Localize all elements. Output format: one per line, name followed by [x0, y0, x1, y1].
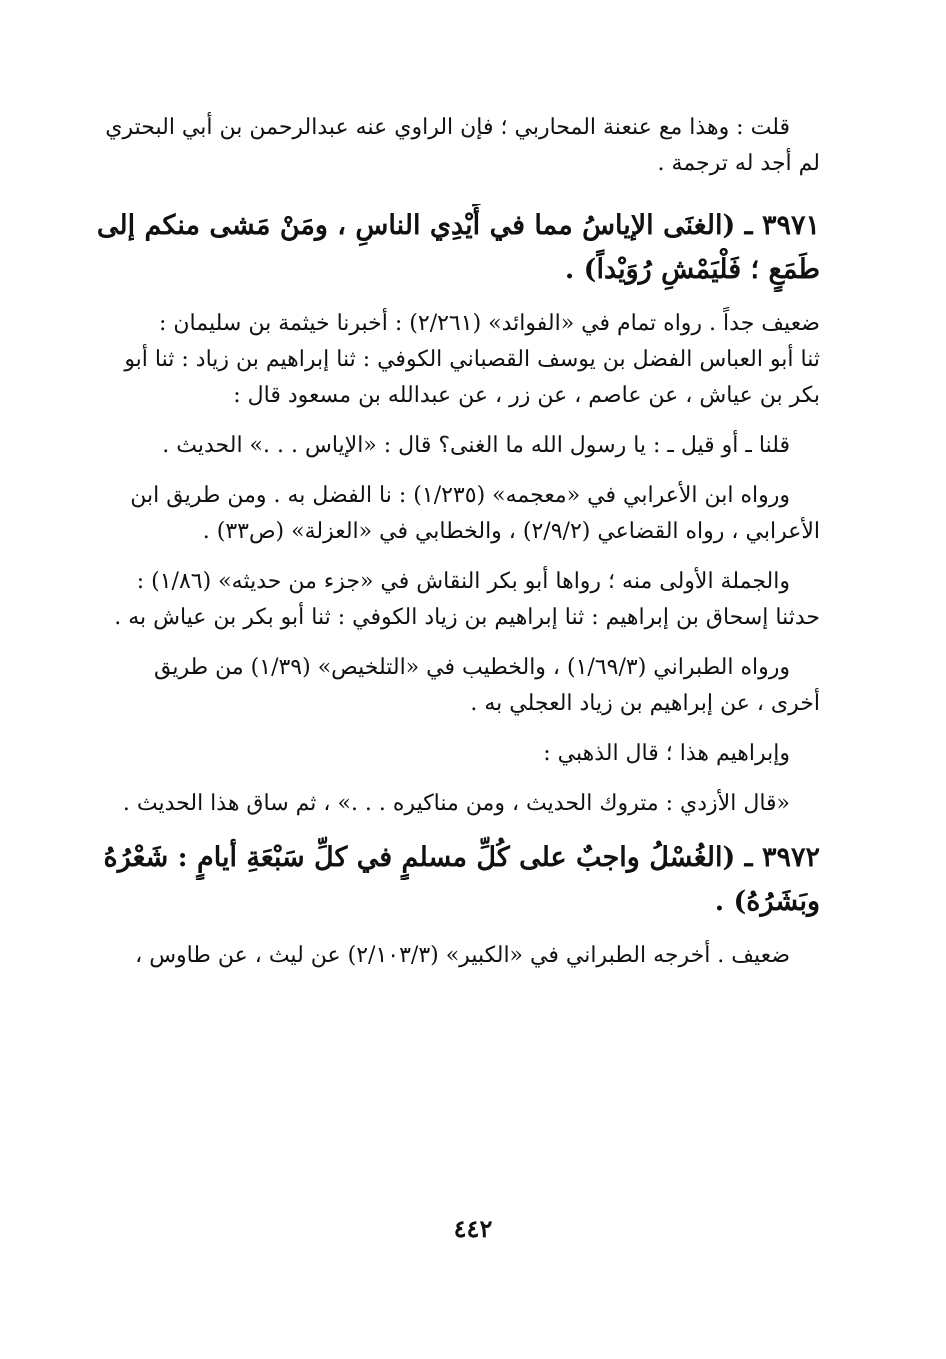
paragraph-quote [78, 428, 820, 464]
text-line: وإبراهيم هذا ؛ قال الذهبي : [543, 741, 790, 766]
hadith-text-line: ٣٩٧١ ـ (الغنَى الإياسُ مما في أَيْدِي الناسِ ، ومَنْ مَشى منكم إلى [96, 210, 820, 241]
paragraph-dhahabi [78, 736, 820, 772]
hadith-heading-3972 [78, 836, 820, 924]
text-line: قلنا ـ أو قيل ـ : يا رسول الله ما الغنى؟ قال : «الإياس . . .» الحديث . [162, 433, 790, 458]
paragraph-naqqash [78, 564, 820, 636]
text-line: والجملة الأولى منه ؛ رواها أبو بكر النقاش في «جزء من حديثه» (١/٨٦) : [136, 569, 790, 594]
text-line: الأعرابي ، رواه القضاعي (٢/٩/٢) ، والخطابي في «العزلة» (ص٣٣) . [202, 519, 820, 544]
text-line: ضعيف جداً . رواه تمام في «الفوائد» (٢/٢٦١) : أخبرنا خيثمة بن سليمان : [159, 311, 820, 336]
paragraph-note [78, 110, 820, 182]
page-number: ٤٤٢ [453, 1214, 493, 1243]
text-line: ضعيف . أخرجه الطبراني في «الكبير» (٢/١٠٣/٣) عن ليث ، عن طاوس ، [135, 943, 790, 968]
hadith-heading-3971 [78, 204, 820, 292]
text-line: قلت : وهذا مع عنعنة المحاربي ؛ فإن الراوي عنه عبدالرحمن بن أبي البحتري [105, 115, 790, 140]
paragraph-tabarani [78, 650, 820, 722]
paragraph-grading [78, 938, 820, 974]
paragraph-azdi-quote [78, 786, 820, 822]
page-body [78, 110, 820, 974]
text-line: حدثنا إسحاق بن إبراهيم : ثنا إبراهيم بن زياد الكوفي : ثنا أبو بكر بن عياش به . [114, 605, 820, 630]
text-line: ورواه ابن الأعرابي في «معجمه» (١/٢٣٥) : نا الفضل به . ومن طريق ابن [130, 483, 790, 508]
text-line: ورواه الطبراني (١/٦٩/٣) ، والخطيب في «التلخيص» (١/٣٩) من طريق [154, 655, 790, 680]
hadith-text-line: طَمَعٍ ؛ فَلْيَمْشِ رُوَيْداً) . [564, 254, 820, 285]
paragraph-ibn-arabi [78, 478, 820, 550]
text-line: «قال الأزدي : متروك الحديث ، ومن مناكيره . . .» ، ثم ساق هذا الحديث . [122, 791, 790, 816]
hadith-text-line: ٣٩٧٢ ـ (الغُسْلُ واجبٌ على كُلِّ مسلمٍ في كلِّ سَبْعَةِ أيامٍ : شَعْرُهُ [103, 842, 820, 873]
hadith-text-line: وبَشَرُهُ) . [714, 886, 820, 917]
text-line: بكر بن عياش ، عن عاصم ، عن زر ، عن عبدالله بن مسعود قال : [233, 383, 820, 408]
text-line: ثنا أبو العباس الفضل بن يوسف القصباني الكوفي : ثنا إبراهيم بن زياد : ثنا أبو [124, 347, 820, 372]
text-line: أخرى ، عن إبراهيم بن زياد العجلي به . [470, 691, 820, 716]
paragraph-takhrij [78, 306, 820, 414]
text-line: لم أجد له ترجمة . [657, 151, 820, 176]
